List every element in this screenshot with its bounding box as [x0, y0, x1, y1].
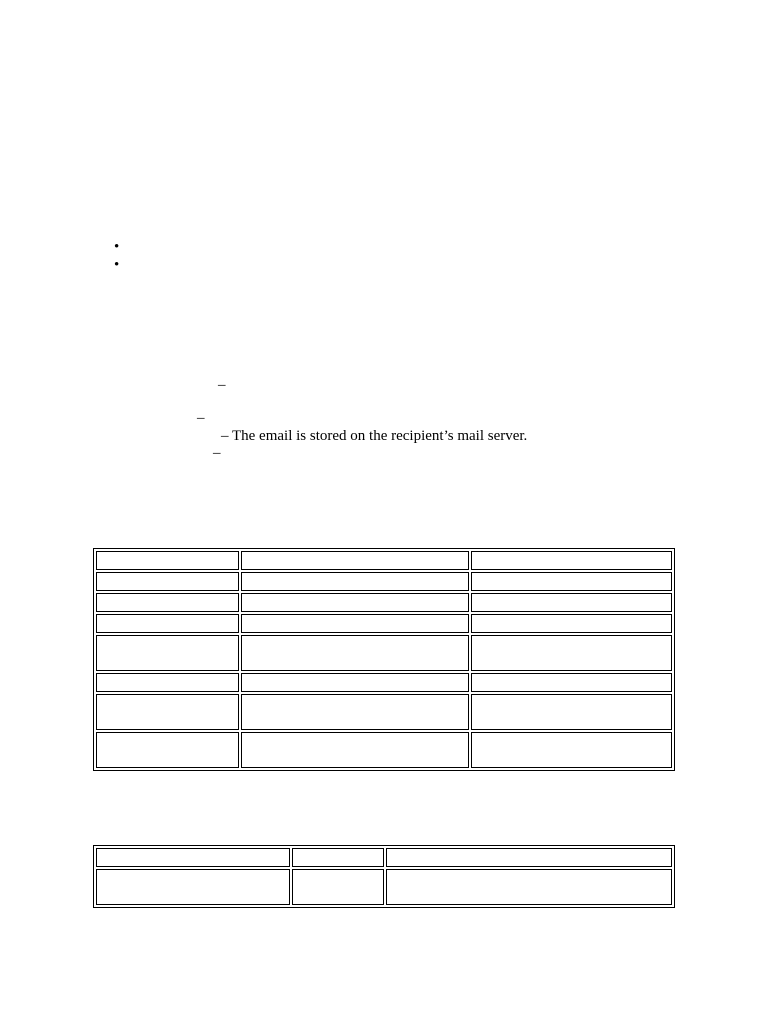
table-row [96, 694, 672, 730]
bullet-item [112, 240, 132, 258]
table-cell [241, 593, 469, 612]
table-row [96, 635, 672, 671]
table-cell [471, 732, 672, 768]
table-cell [471, 673, 672, 692]
step-line: – The email is stored on the recipient’s mail server. [221, 428, 528, 444]
summary-table [93, 845, 675, 908]
table-cell [241, 551, 469, 570]
table-cell [471, 593, 672, 612]
table-cell [96, 593, 239, 612]
comparison-table [93, 548, 675, 771]
table-cell [292, 869, 384, 905]
step-line: – [218, 377, 226, 393]
table-row [96, 614, 672, 633]
table-cell [241, 694, 469, 730]
table-cell [471, 551, 672, 570]
table-cell [241, 614, 469, 633]
bullet-item [112, 258, 132, 276]
table-cell [96, 635, 239, 671]
table-cell [96, 673, 239, 692]
table-cell [241, 635, 469, 671]
table-cell [471, 572, 672, 591]
table-cell [96, 614, 239, 633]
table-row [96, 732, 672, 768]
table-row [96, 572, 672, 591]
table-cell [96, 551, 239, 570]
table-cell [471, 635, 672, 671]
table-row [96, 593, 672, 612]
table-cell [96, 848, 290, 867]
table-cell [96, 694, 239, 730]
table-cell [241, 673, 469, 692]
table-cell [96, 869, 290, 905]
table-cell [241, 732, 469, 768]
bullet-list [112, 240, 132, 276]
table-cell [471, 614, 672, 633]
table-cell [96, 572, 239, 591]
table-cell [292, 848, 384, 867]
table-row [96, 869, 672, 905]
step-line: – [213, 445, 221, 461]
table-header-row [96, 848, 672, 867]
table-cell [386, 869, 672, 905]
table-row [96, 673, 672, 692]
table-cell [386, 848, 672, 867]
table-cell [96, 732, 239, 768]
table-cell [241, 572, 469, 591]
step-line: – [197, 410, 205, 426]
table-cell [471, 694, 672, 730]
table-header-row [96, 551, 672, 570]
